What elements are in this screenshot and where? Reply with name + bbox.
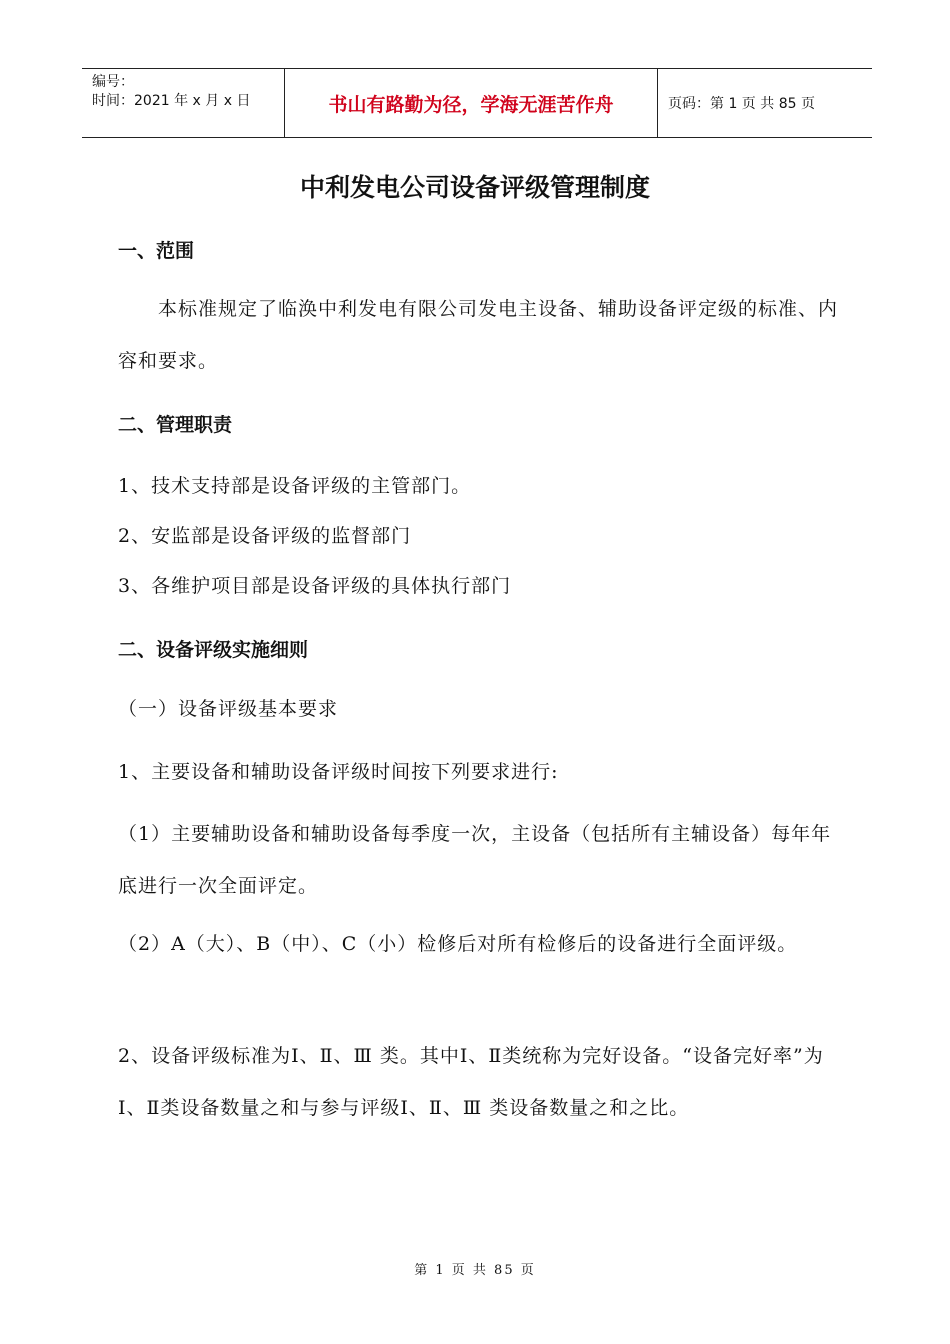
page-info: 页码：第 1 页 共 85 页 <box>668 96 815 112</box>
duty-item-3: 3、各维护项目部是设备评级的具体执行部门 <box>118 575 512 597</box>
header-left-cell <box>82 69 285 137</box>
section-heading-rules: 二、设备评级实施细则 <box>118 639 309 661</box>
paragraph-scope: 本标准规定了临涣中利发电有限公司发电主设备、辅助设备评定级的标准、内容和要求。 <box>118 298 839 372</box>
subsection-basic-requirements: （一）设备评级基本要求 <box>118 698 339 720</box>
section-heading-duties: 二、管理职责 <box>118 414 233 436</box>
rule-item-2: 2、设备评级标准为Ⅰ、Ⅱ、Ⅲ 类。其中Ⅰ、Ⅱ类统称为完好设备。“设备完好率”为Ⅰ、Ⅱ类设备数量之和与参与评级Ⅰ、Ⅱ、Ⅲ 类设备数量之和之比。 <box>118 1045 824 1119</box>
header-table <box>82 68 872 138</box>
document-title: 中利发电公司设备评级管理制度 <box>299 173 650 202</box>
time-label: 时间：2021 年 x 月 x 日 <box>92 93 251 109</box>
duty-item-2: 2、安监部是设备评级的监督部门 <box>118 525 412 547</box>
rule-item-1-2: （2）A（大）、B（中）、C（小）检修后对所有检修后的设备进行全面评级。 <box>118 933 798 955</box>
motto: 书山有路勤为径，学海无涯苦作舟 <box>285 69 658 137</box>
rule-item-1-1: （1）主要辅助设备和辅助设备每季度一次，主设备（包括所有主辅设备）每年年底进行一次全面评定。 <box>118 823 832 897</box>
number-label: 编号： <box>92 74 134 90</box>
rule-item-1: 1、主要设备和辅助设备评级时间按下列要求进行: <box>118 761 559 783</box>
page-footer: 第 1 页 共 85 页 <box>414 1263 536 1278</box>
section-heading-scope: 一、范围 <box>118 240 195 262</box>
duty-item-1: 1、技术支持部是设备评级的主管部门。 <box>118 475 472 497</box>
